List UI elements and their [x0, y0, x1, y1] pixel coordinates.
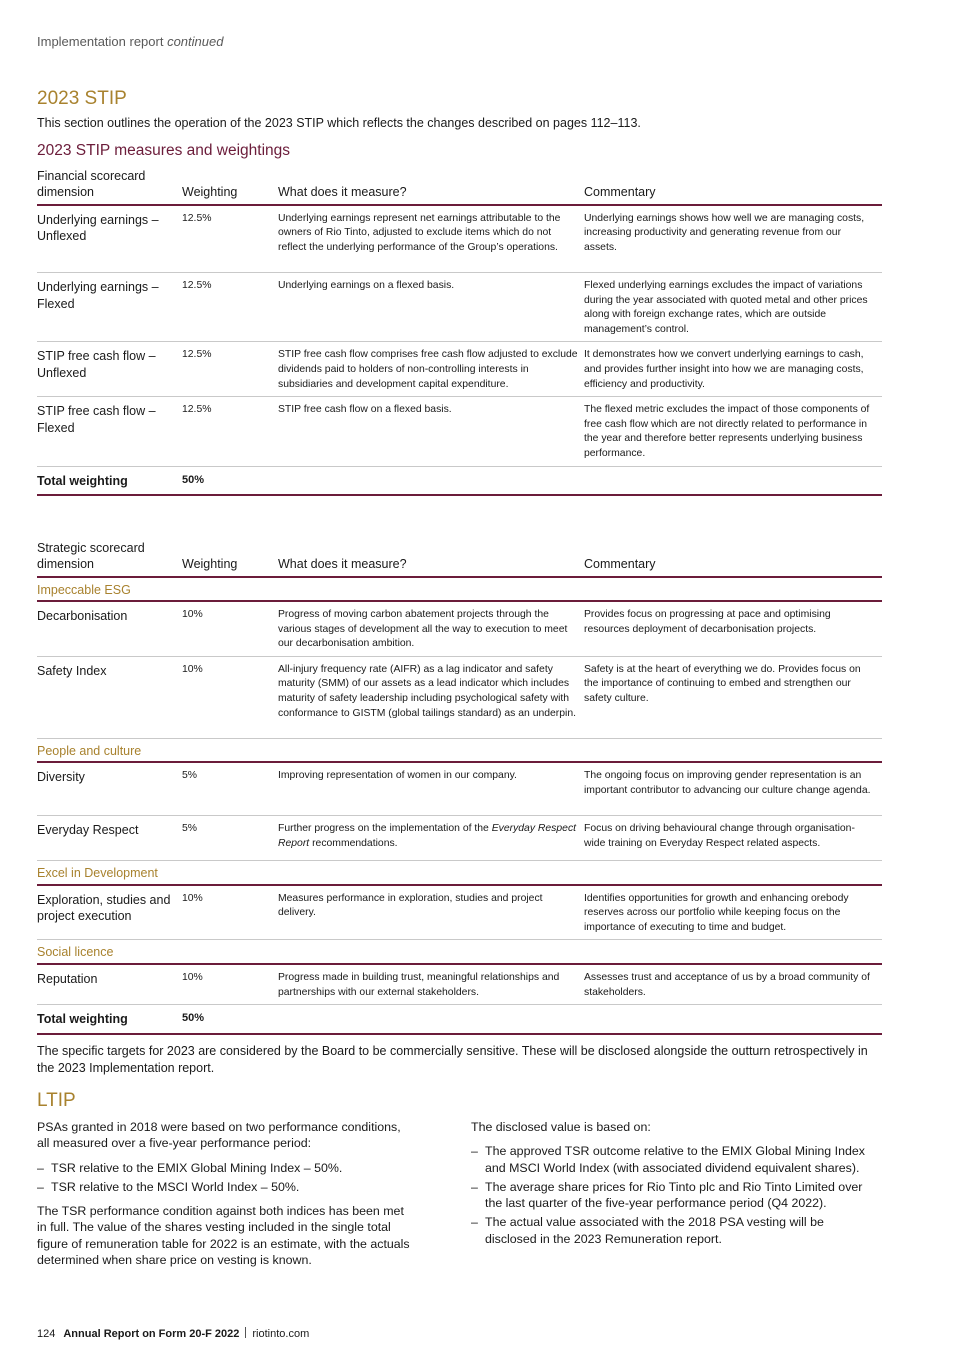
ltip-right-intro: The disclosed value is based on:: [471, 1120, 651, 1134]
weighting-cell: 12.5%: [182, 342, 278, 397]
commentary-cell: It demonstrates how we convert underlying earnings to cash, and provides further insight into how we are managing costs, efficiency and productivity.: [584, 342, 882, 397]
ltip-heading: LTIP: [37, 1090, 76, 1111]
page-number: 124: [37, 1328, 56, 1340]
col-header-measure: What does it measure?: [278, 168, 584, 205]
measure-cell: STIP free cash flow comprises free cash flow adjusted to exclude dividends paid to holders of non-controlling interests in subsidiaries and development capital expenditure.: [278, 342, 584, 397]
table-row: [37, 601, 882, 656]
table-row: [37, 397, 882, 466]
total-row: [37, 466, 882, 495]
commentary-cell: Flexed underlying earnings excludes the impact of variations during the year associated with quoted metal and other prices along with foreign exchange rates, which are outside management’s control.: [584, 273, 882, 342]
dimension-cell: STIP free cash flow – Unflexed: [37, 342, 182, 397]
financial-scorecard-table: [37, 168, 882, 496]
category-row: [37, 940, 882, 964]
stip-heading: 2023 STIP: [37, 88, 127, 109]
total-row: [37, 1005, 882, 1034]
running-head: [37, 34, 223, 49]
table-row: [37, 342, 882, 397]
measure-cell: STIP free cash flow on a flexed basis.: [278, 397, 584, 466]
measure-cell: All-injury frequency rate (AIFR) as a lag indicator and safety maturity (SMM) of our assets as a lead indicator which includes maturity of safety leadership including psychological safety with conformance to GISTM (global tailings standard) as an underpin.: [278, 656, 584, 738]
col-header-weighting: Weighting: [182, 168, 278, 205]
total-label: Total weighting: [37, 1005, 182, 1034]
strategic-scorecard-table: [37, 540, 882, 1035]
measure-cell: Progress made in building trust, meaningful relationships and partnerships with our external stakeholders.: [278, 964, 584, 1005]
category-label: Social licence: [37, 940, 882, 964]
stip-subheading: 2023 STIP measures and weightings: [37, 142, 291, 159]
list-item: – The approved TSR outcome relative to the EMIX Global Mining Index and MSCI World Index (with associated dividend equivalent shares).: [471, 1144, 865, 1175]
category-label: Excel in Development: [37, 860, 882, 884]
col-header-dimension: Financial scorecard dimension: [37, 168, 182, 205]
table-row: [37, 205, 882, 273]
list-item: – TSR relative to the MSCI World Index – 50%.: [37, 1179, 300, 1194]
weighting-cell: 12.5%: [182, 397, 278, 466]
ltip-left-intro: PSAs granted in 2018 were based on two performance conditions, all measured over a five-year performance period:: [37, 1120, 401, 1151]
dimension-cell: Safety Index: [37, 656, 182, 738]
stip-intro: This section outlines the operation of the 2023 STIP which reflects the changes described on pages 112–113.: [37, 116, 641, 130]
ltip-left-paragraph: The TSR performance condition against both indices has been met in full. The value of the shares vesting included in the single total figure of remuneration table for 2022 is an estimate, with the actuals determined when share price on vesting is known.: [37, 1204, 410, 1268]
weighting-cell: 5%: [182, 815, 278, 860]
website-link[interactable]: riotinto.com: [252, 1328, 310, 1340]
col-header-commentary: Commentary: [584, 540, 882, 577]
table-row: [37, 815, 882, 860]
commentary-cell: Focus on driving behavioural change through organisation-wide training on Everyday Respect related aspects.: [584, 815, 882, 860]
table-row: [37, 762, 882, 815]
running-suffix: continued: [167, 34, 224, 49]
weighting-cell: 10%: [182, 885, 278, 940]
measure-text: recommendations.: [309, 837, 398, 849]
table-row: [37, 273, 882, 342]
dimension-cell: Diversity: [37, 762, 182, 815]
commentary-cell: The flexed metric excludes the impact of those components of free cash flow which are not directly related to performance in the year and therefore better represents underlying business performance.: [584, 397, 882, 466]
ltip-left-list: [37, 1160, 415, 1196]
commentary-cell: Identifies opportunities for growth and enhancing orebody reserves across our portfolio while keeping focus on the importance of executing to time and budget.: [584, 885, 882, 940]
dimension-cell: Underlying earnings – Flexed: [37, 273, 182, 342]
dimension-cell: Everyday Respect: [37, 815, 182, 860]
measure-cell: Improving representation of women in our company.: [278, 762, 584, 815]
measure-cell: Underlying earnings represent net earnings attributable to the owners of Rio Tinto, adjusted to exclude items which do not reflect the underlying performance of the Group’s operations.: [278, 205, 584, 273]
dimension-cell: Reputation: [37, 964, 182, 1005]
ltip-right-column: [471, 1119, 876, 1255]
col-header-weighting: Weighting: [182, 540, 278, 577]
category-row: [37, 738, 882, 762]
commentary-cell: Underlying earnings shows how well we are managing costs, increasing productivity and generating revenue from our assets.: [584, 205, 882, 273]
list-item: – The actual value associated with the 2018 PSA vesting will be disclosed in the 2023 Remuneration report.: [471, 1215, 824, 1246]
category-row: [37, 577, 882, 602]
weighting-cell: 12.5%: [182, 205, 278, 273]
col-header-measure: What does it measure?: [278, 540, 584, 577]
weighting-cell: 12.5%: [182, 273, 278, 342]
dimension-cell: Underlying earnings – Unflexed: [37, 205, 182, 273]
col-header-dimension: Strategic scorecard dimension: [37, 540, 182, 577]
total-value: 50%: [182, 466, 278, 495]
footer-divider: [245, 1327, 246, 1338]
total-value: 50%: [182, 1005, 278, 1034]
measure-cell: Measures performance in exploration, studies and project delivery.: [278, 885, 584, 940]
category-label: People and culture: [37, 738, 882, 762]
publication-title: Annual Report on Form 20-F 2022: [63, 1328, 240, 1340]
measure-cell: Progress of moving carbon abatement projects through the various stages of development all the way to execution to meet our decarbonisation ambition.: [278, 601, 584, 656]
stip-closing-paragraph: The specific targets for 2023 are considered by the Board to be commercially sensitive. These will be disclosed alongside the outturn retrospectively in the 2023 Implementation report.: [37, 1044, 868, 1075]
table-row: [37, 656, 882, 738]
commentary-cell: Safety is at the heart of everything we do. Provides focus on the importance of continuing to embed and strengthen our safety culture.: [584, 656, 882, 738]
page-footer: [37, 1327, 309, 1340]
dimension-cell: STIP free cash flow – Flexed: [37, 397, 182, 466]
weighting-cell: 5%: [182, 762, 278, 815]
weighting-cell: 10%: [182, 601, 278, 656]
measure-cell: [278, 815, 584, 860]
measure-emphasis: Everyday Respect Report: [278, 822, 577, 849]
ltip-left-column: [37, 1119, 415, 1276]
commentary-cell: Assesses trust and acceptance of us by a broad community of stakeholders.: [584, 964, 882, 1005]
dimension-cell: Exploration, studies and project execution: [37, 885, 182, 940]
category-label: Impeccable ESG: [37, 577, 882, 602]
col-header-commentary: Commentary: [584, 168, 882, 205]
running-title: Implementation report: [37, 34, 164, 49]
commentary-cell: The ongoing focus on improving gender representation is an important contributor to advancing our culture change agenda.: [584, 762, 882, 815]
commentary-cell: Provides focus on progressing at pace and optimising resources deployment of decarbonisation projects.: [584, 601, 882, 656]
category-row: [37, 860, 882, 884]
table-row: [37, 964, 882, 1005]
table-row: [37, 885, 882, 940]
weighting-cell: 10%: [182, 656, 278, 738]
weighting-cell: 10%: [182, 964, 278, 1005]
measure-text: Further progress on the implementation of the: [278, 822, 492, 834]
ltip-right-list: [471, 1143, 876, 1247]
dimension-cell: Decarbonisation: [37, 601, 182, 656]
measure-cell: Underlying earnings on a flexed basis.: [278, 273, 584, 342]
list-item: – TSR relative to the EMIX Global Mining Index – 50%.: [37, 1160, 343, 1175]
total-label: Total weighting: [37, 466, 182, 495]
list-item: – The average share prices for Rio Tinto plc and Rio Tinto Limited over the last quarter of the five-year performance period (Q4 2022).: [471, 1179, 863, 1211]
